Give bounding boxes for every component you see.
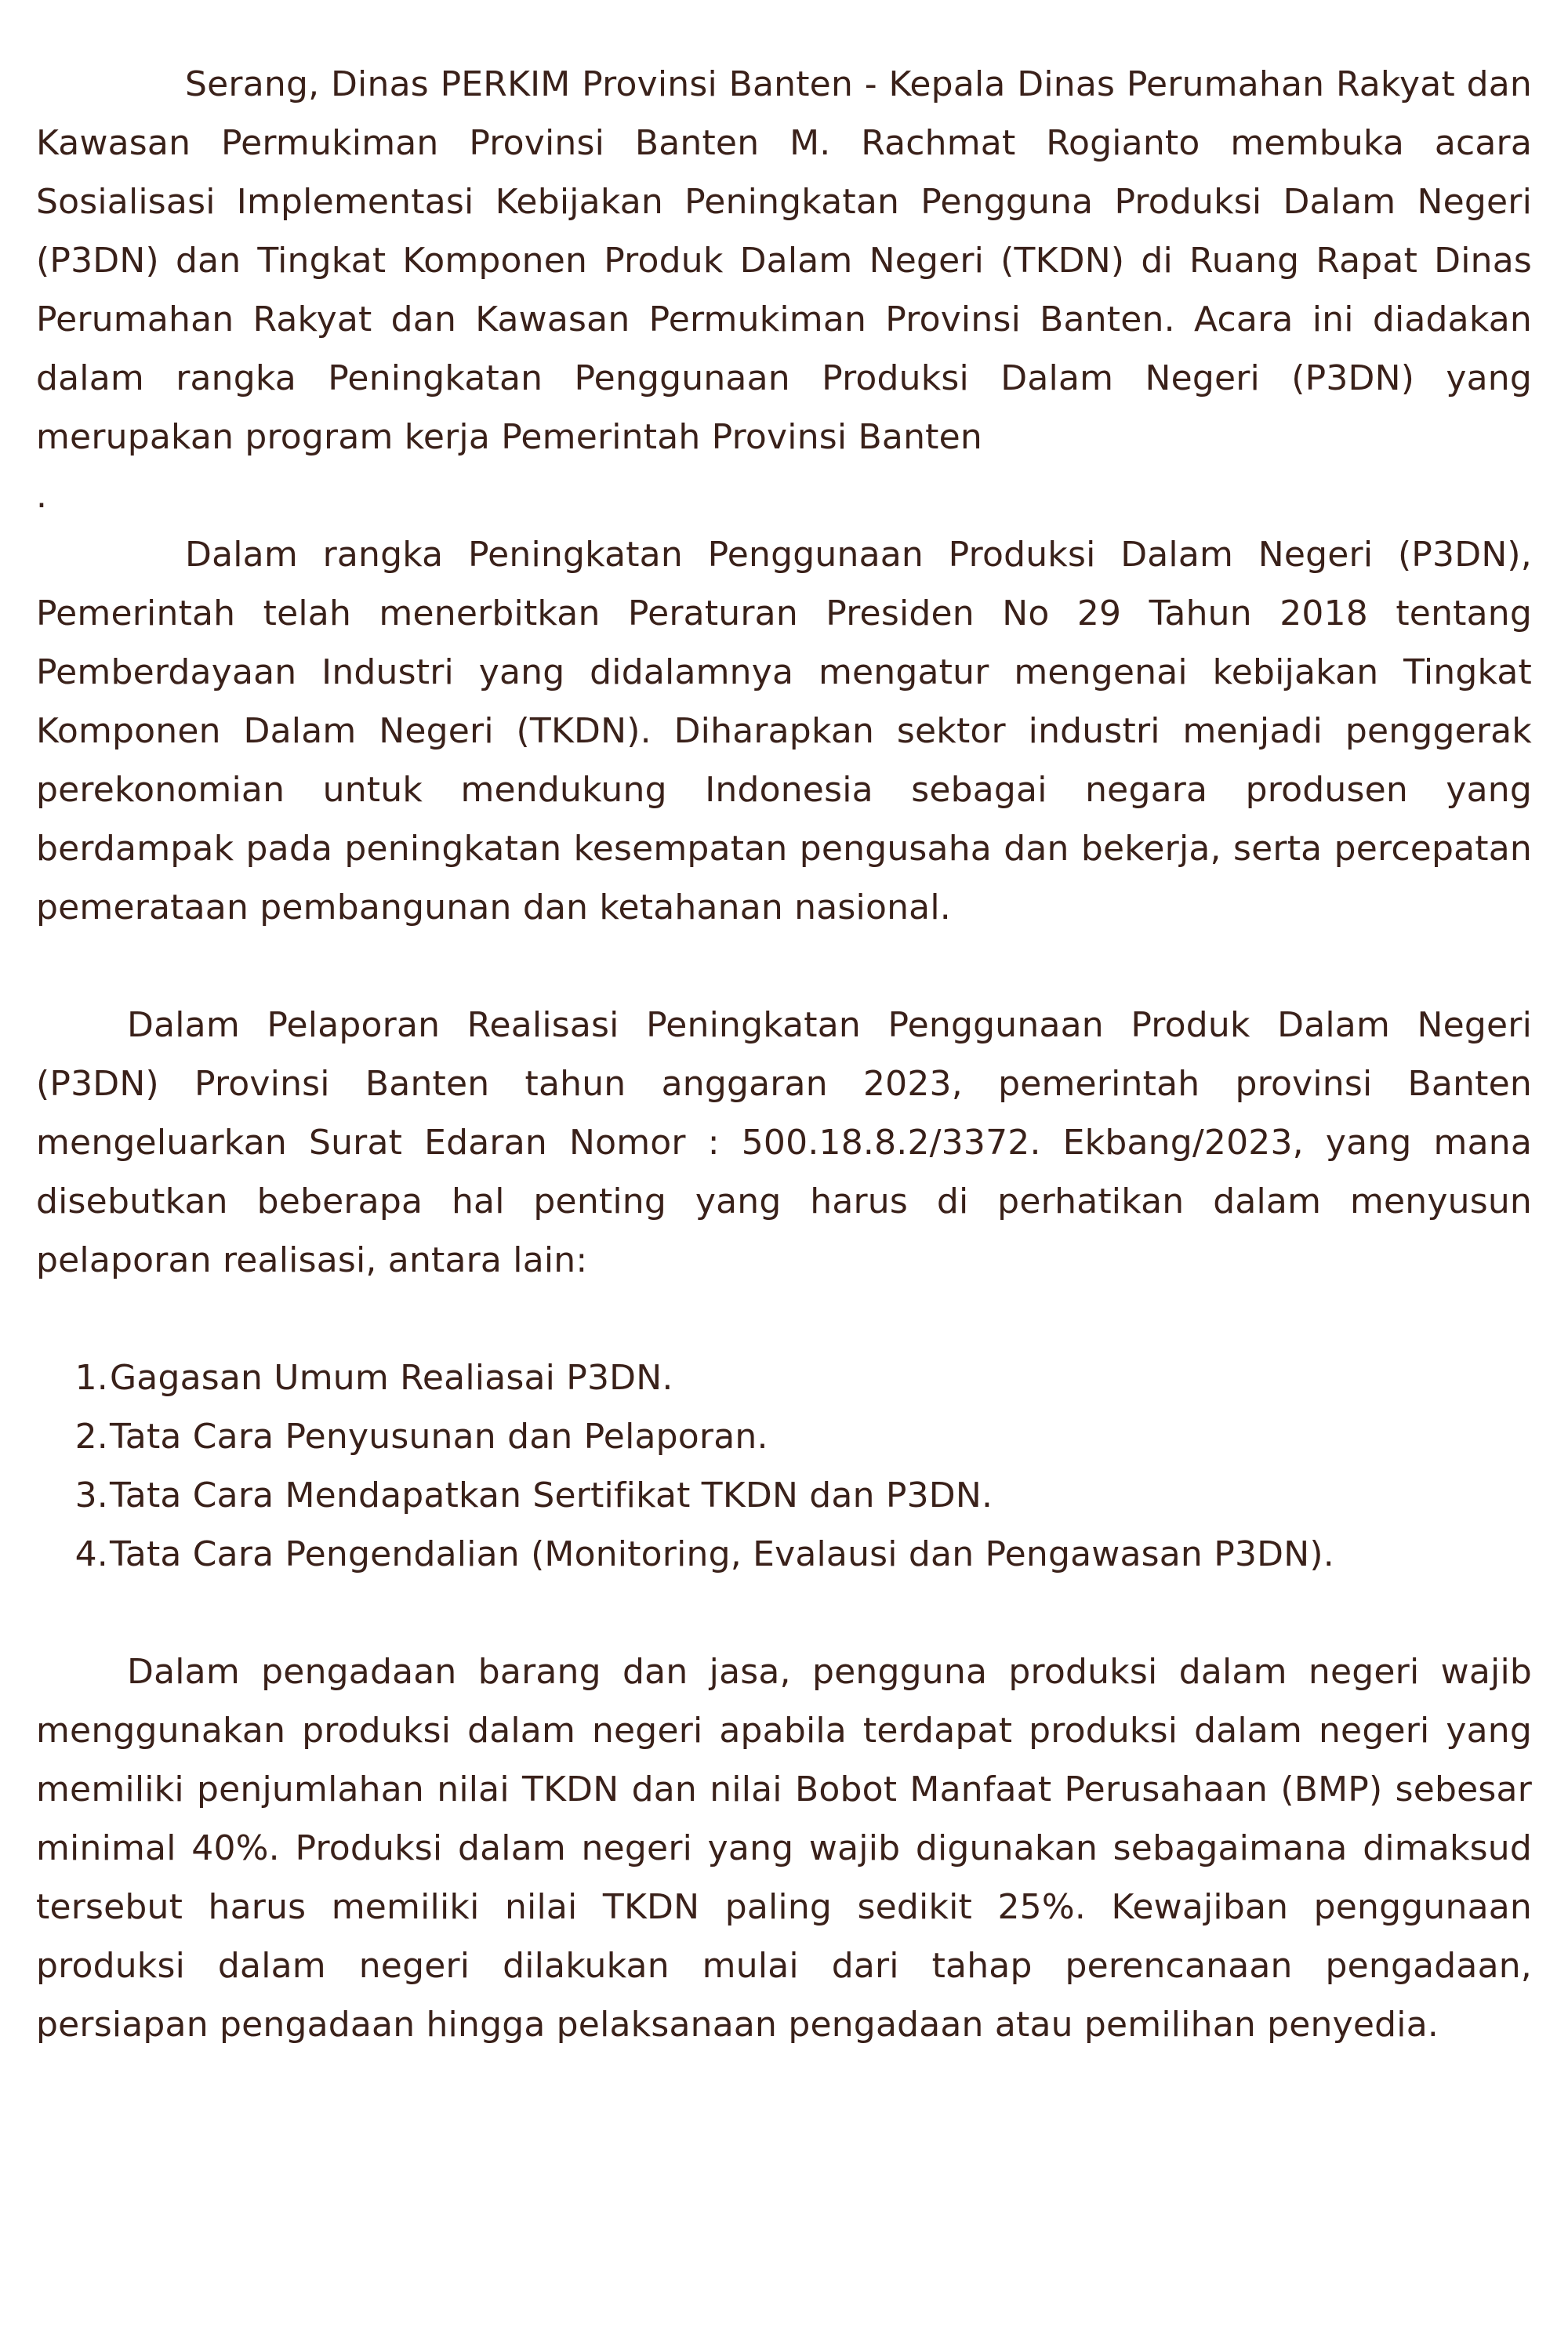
list-item [36, 1407, 1532, 1466]
list-item-text: Tata Cara Pengendalian (Monitoring, Evalausi dan Pengawasan P3DN). [110, 1534, 1334, 1574]
paragraph-intro: Serang, Dinas PERKIM Provinsi Banten - Kepala Dinas Perumahan Rakyat dan Kawasan Permukiman Provinsi Banten M. Rachmat Rogianto membuka acara Sosialisasi Implementasi Kebijakan Peningkatan Pengguna Produksi Dalam Negeri (P3DN) dan Tingkat Komponen Produk Dalam Negeri (TKDN) di Ruang Rapat Dinas Perumahan Rakyat dan Kawasan Permukiman Provinsi Banten. Acara ini diadakan dalam rangka Peningkatan Penggunaan Produksi Dalam Negeri (P3DN) yang merupakan program kerja Pemerintah Provinsi Banten [36, 64, 1532, 457]
paragraph-spacer [36, 937, 1532, 996]
paragraph-spacer [36, 1290, 1532, 1348]
list-item [36, 1466, 1532, 1525]
list-item [36, 1525, 1532, 1584]
list-item [36, 1348, 1532, 1407]
list-item-number: 2. [74, 1417, 108, 1457]
list-item-text: Gagasan Umum Realiasai P3DN. [110, 1358, 673, 1398]
list-item-number: 1. [74, 1358, 108, 1398]
paragraph-reporting: Dalam Pelaporan Realisasi Peningkatan Penggunaan Produk Dalam Negeri (P3DN) Provinsi Banten tahun anggaran 2023, pemerintah provinsi Banten mengeluarkan Surat Edaran Nomor : 500.18.8.2/3372. Ekbang/2023, yang mana disebutkan beberapa hal penting yang harus di perhatikan dalam menyusun pelaporan realisasi, antara lain: [36, 1005, 1532, 1280]
list-item-number: 3. [74, 1475, 108, 1515]
paragraph-procurement: Dalam pengadaan barang dan jasa, pengguna produksi dalam negeri wajib menggunakan produksi dalam negeri apabila terdapat produksi dalam negeri yang memiliki penjumlahan nilai TKDN dan nilai Bobot Manfaat Perusahaan (BMP) sebesar minimal 40%. Produksi dalam negeri yang wajib digunakan sebagaimana dimaksud tersebut harus memiliki nilai TKDN paling sedikit 25%. Kewajiban penggunaan produksi dalam negeri dilakukan mulai dari tahap perencanaan pengadaan, persiapan pengadaan hingga pelaksanaan pengadaan atau pemilihan penyedia. [36, 1652, 1532, 2045]
list-item-text: Tata Cara Penyusunan dan Pelaporan. [110, 1417, 768, 1457]
paragraph-spacer [36, 1584, 1532, 1642]
list-item-number: 4. [74, 1534, 108, 1574]
important-points-list [36, 1348, 1532, 1584]
list-item-text: Tata Cara Mendapatkan Sertifikat TKDN dan P3DN. [110, 1475, 993, 1515]
paragraph-regulation: Dalam rangka Peningkatan Penggunaan Produksi Dalam Negeri (P3DN), Pemerintah telah menerbitkan Peraturan Presiden No 29 Tahun 2018 tentang Pemberdayaan Industri yang didalamnya mengatur mengenai kebijakan Tingkat Komponen Dalam Negeri (TKDN). Diharapkan sektor industri menjadi penggerak perekonomian untuk mendukung Indonesia sebagai negara produsen yang berdampak pada peningkatan kesempatan pengusaha dan bekerja, serta percepatan pemerataan pembangunan dan ketahanan nasional. [36, 535, 1532, 927]
stray-dot: . [36, 476, 48, 516]
document-body [36, 55, 1532, 2054]
